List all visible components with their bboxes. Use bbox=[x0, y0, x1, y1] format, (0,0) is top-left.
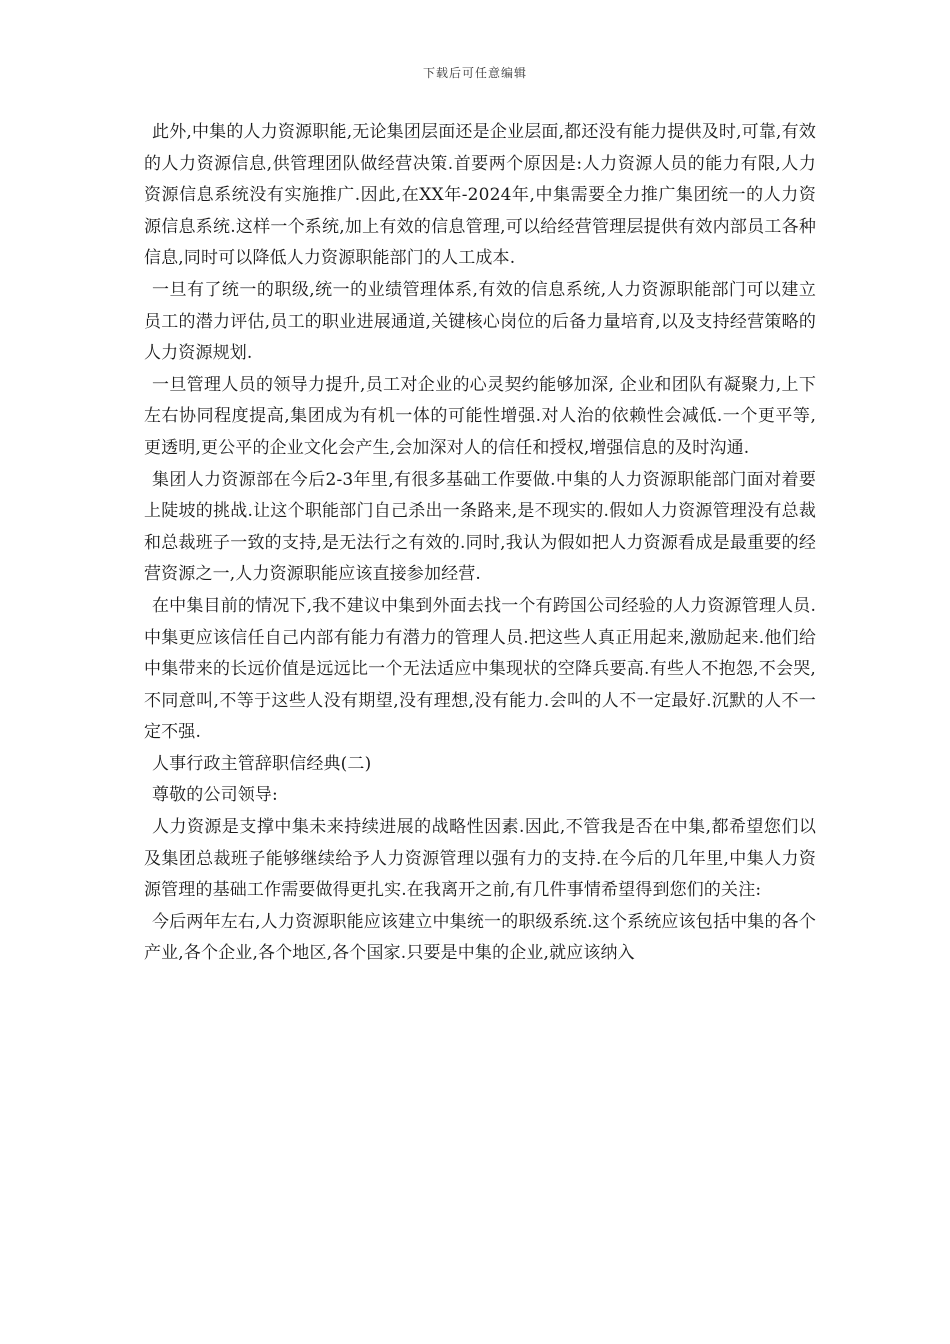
page-header-note: 下载后可任意编辑 bbox=[422, 66, 527, 80]
paragraph-group-hr-work: 集团人力资源部在今后2-3年里,有很多基础工作要做.中集的人力资源职能部门面对着要上陡坡的挑战.让这个职能部门自己杀出一条路来,是不现实的.假如人力资源管理没有总裁和总裁班子一致的支持,是无法行之有效的.同时,我认为假如把人力资源看成是最重要的经营资源之一,人力资源职能应该直接参加经营. bbox=[144, 469, 816, 585]
letter-salutation: 尊敬的公司领导: bbox=[152, 785, 278, 806]
paragraph-strategic-factor: 人力资源是支撑中集未来持续进展的战略性因素.因此,不管我是否在中集,都希望您们以及集团总裁班子能够继续给予人力资源管理以强有力的支持.在今后的几年里,中集人力资源管理的基础工作需要做得更扎实.在我离开之前,有几件事情希望得到您们的关注: bbox=[144, 817, 816, 901]
section-title: 人事行政主管辞职信经典(二) bbox=[152, 753, 372, 774]
paragraph-hr-information: 此外,中集的人力资源职能,无论集团层面还是企业层面,都还没有能力提供及时,可靠,有效的人力资源信息,供管理团队做经营决策.首要两个原因是:人力资源人员的能力有限,人力资源信息系统没有实施推广.因此,在XX年-2024年,中集需要全力推广集团统一的人力资源信息系统.这样一个系统,加上有效的信息管理,可以给经营管理层提供有效内部员工各种信息,同时可以降低人力资源职能部门的人工成本. bbox=[144, 122, 816, 269]
paragraph-rank-system: 今后两年左右,人力资源职能应该建立中集统一的职级系统.这个系统应该包括中集的各个产业,各个企业,各个地区,各个国家.只要是中集的企业,就应该纳入 bbox=[144, 911, 816, 964]
paragraph-internal-talent: 在中集目前的情况下,我不建议中集到外面去找一个有跨国公司经验的人力资源管理人员.中集更应该信任自己内部有能力有潜力的管理人员.把这些人真正用起来,激励起来.他们给中集带来的长远价值是远远比一个无法适应中集现状的空降兵要高.有些人不抱怨,不会哭,不同意叫,不等于这些人没有期望,没有理想,没有能力.会叫的人不一定最好.沉默的人不一定不强. bbox=[144, 595, 817, 743]
paragraph-leadership: 一旦管理人员的领导力提升,员工对企业的心灵契约能够加深, 企业和团队有凝聚力,上下左右协同程度提高,集团成为有机一体的可能性增强.对人治的依赖性会减低.一个更平等,更透明,更公平的企业文化会产生,会加深对人的信任和授权,增强信息的及时沟通. bbox=[144, 374, 816, 458]
document-body bbox=[144, 117, 816, 970]
paragraph-unified-ranks: 一旦有了统一的职级,统一的业绩管理体系,有效的信息系统,人力资源职能部门可以建立员工的潜力评估,员工的职业进展通道,关键核心岗位的后备力量培育,以及支持经营策略的人力资源规划. bbox=[144, 279, 816, 364]
